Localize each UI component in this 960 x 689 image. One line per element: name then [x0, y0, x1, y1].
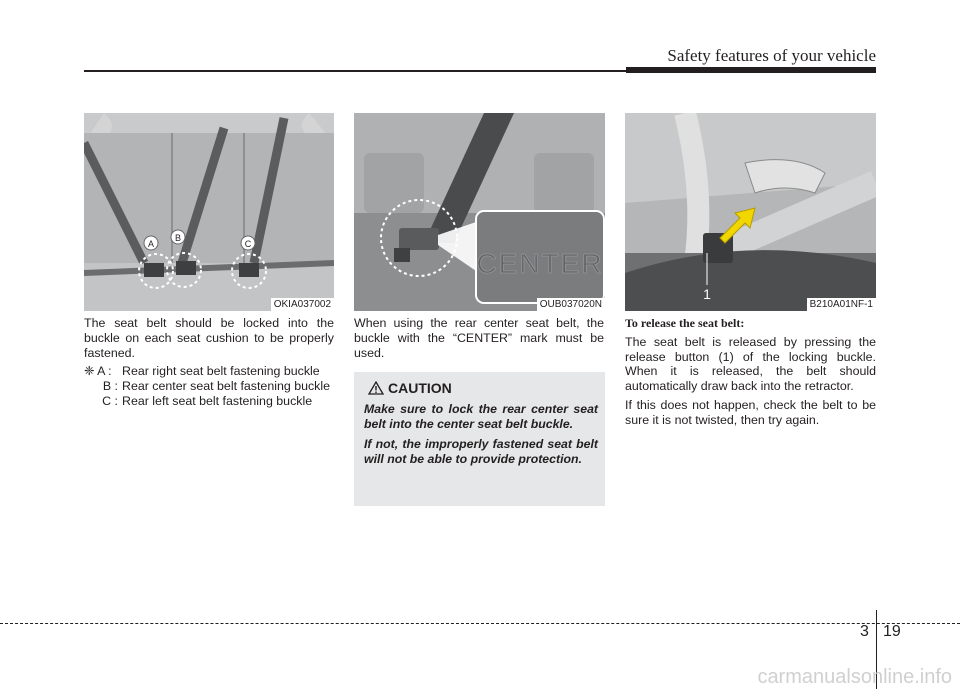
- callout-c-label: C: [244, 239, 252, 249]
- caution-text-2: If not, the improperly fastened seat belt will not be able to provide protection.: [364, 437, 598, 466]
- legend-key: ❈ A :: [84, 364, 112, 379]
- legend-text: Rear center seat belt fastening buckle: [122, 379, 331, 394]
- figure-rear-seat-buckles: [84, 113, 334, 311]
- figure-release-belt: [625, 113, 876, 311]
- col1-paragraph: The seat belt should be locked into the buckle on each seat cushion to be properly fastened.: [84, 316, 334, 360]
- column-3-text: [625, 316, 876, 432]
- legend-item-b: [84, 379, 334, 394]
- callout-a-label: A: [147, 239, 155, 249]
- callout-1-label: 1: [703, 286, 711, 302]
- center-sign-text: CENTER: [476, 248, 604, 279]
- legend-key: B :: [102, 379, 118, 394]
- watermark-text: carmanualsonline.info: [757, 666, 952, 688]
- chapter-number: 3: [860, 623, 869, 640]
- figure-center-buckle: [354, 113, 605, 311]
- column-1-text: [84, 316, 334, 409]
- col3-paragraph-1: The seat belt is released by pressing the release button (1) of the locking buckle. When it is released, the belt should automatically draw back into the retractor.: [625, 334, 876, 394]
- warning-triangle-icon: [368, 381, 384, 395]
- legend-key: C :: [102, 393, 118, 408]
- figure-code: B210A01NF-1: [807, 298, 876, 311]
- page-header-title: Safety features of your vehicle: [667, 46, 876, 65]
- section-heading: To release the seat belt:: [625, 316, 745, 330]
- caution-box: [354, 372, 605, 506]
- caution-header: [368, 380, 452, 396]
- callout-b-label: B: [174, 233, 182, 243]
- header-tab: [626, 67, 876, 73]
- legend-item-a: [84, 364, 334, 379]
- column-2-text: [354, 316, 604, 364]
- caution-body: [364, 402, 598, 472]
- figure-code: OKIA037002: [271, 298, 334, 311]
- footer-dashed-rule: [0, 623, 960, 624]
- legend-text: Rear left seat belt fastening buckle: [122, 393, 313, 408]
- legend-text: Rear right seat belt fastening buckle: [122, 364, 320, 379]
- page-number: 19: [883, 623, 901, 640]
- col2-paragraph: When using the rear center seat belt, the buckle with the “CENTER” mark must be used.: [354, 316, 604, 360]
- col3-paragraph-2: If this does not happen, check the belt to be sure it is not twisted, then try again.: [625, 397, 876, 427]
- legend-item-c: [84, 394, 334, 409]
- caution-title: CAUTION: [388, 380, 452, 396]
- figure-code: OUB037020N: [537, 298, 605, 311]
- caution-text-1: Make sure to lock the rear center seat belt into the center seat belt buckle.: [364, 402, 598, 431]
